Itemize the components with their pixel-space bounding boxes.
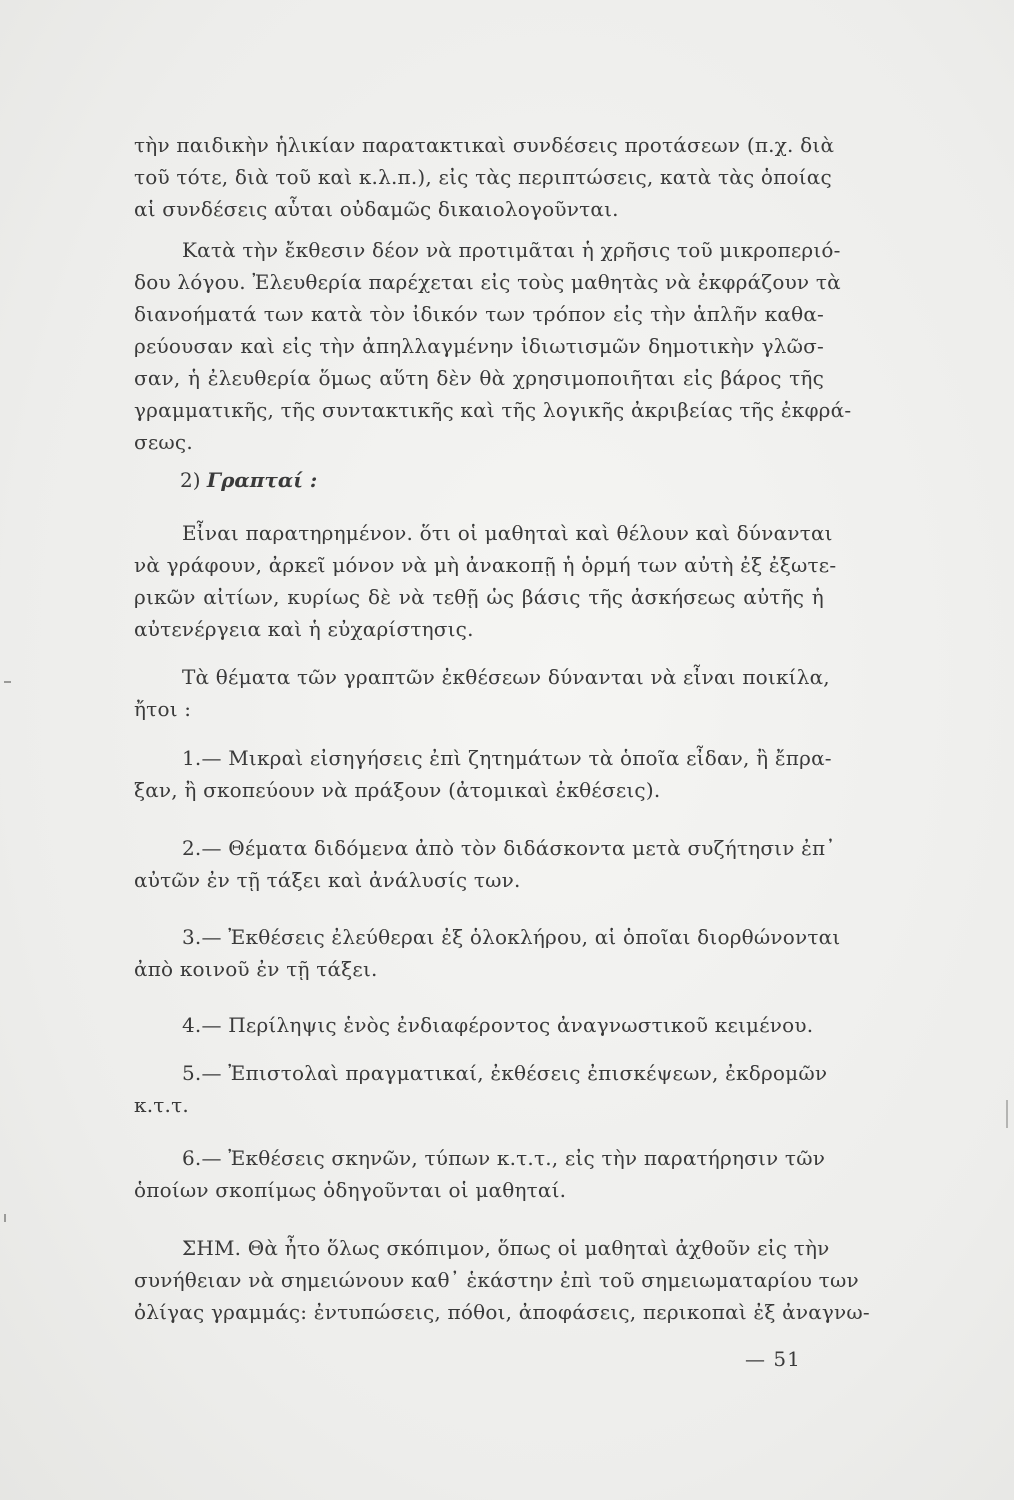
margin-mark (4, 1214, 6, 1222)
page-number: — 51 (745, 1347, 801, 1371)
text-line: ὁποίων σκοπίμως ὁδηγοῦνται οἱ μαθηταί. (134, 1178, 567, 1202)
margin-mark (4, 681, 11, 683)
paragraph-topics-intro (134, 661, 830, 725)
list-item (134, 921, 841, 985)
paragraph-written-intro (134, 517, 837, 645)
text-line: 2.— Θέματα διδόμενα ἀπὸ τὸν διδάσκοντα μετὰ συζήτησιν ἐπ᾽ (182, 836, 836, 860)
section-title: Γραπταί : (206, 468, 318, 492)
list-item (134, 742, 832, 806)
list-item (134, 1009, 824, 1041)
text-line: αὐτενέργεια καὶ ἡ εὐχαρίστησις. (134, 617, 474, 641)
text-line: 3.— Ἐκθέσεις ἐλεύθεραι ἐξ ὁλοκλήρου, αἱ ὁποῖαι διορθώνονται (182, 925, 841, 949)
text-line: τοῦ τότε, διὰ τοῦ καὶ κ.λ.π.), εἰς τὰς περιπτώσεις, κατὰ τὰς ὁποίας (134, 165, 832, 189)
text-line: ἤτοι : (134, 697, 192, 721)
text-line: ρεύουσαν καὶ εἰς τὴν ἀπηλλαγμένην ἰδιωτισμῶν δημοτικὴν γλῶσ- (134, 334, 824, 358)
text-line: 5.— Ἐπιστολαὶ πραγματικαί, ἐκθέσεις ἐπισκέψεων, ἐκδρομῶν (182, 1061, 828, 1085)
text-line: ΣΗΜ. Θὰ ἦτο ὅλως σκόπιμον, ὅπως οἱ μαθηταὶ ἀχθοῦν εἰς τὴν (182, 1236, 830, 1260)
text-line: ξαν, ἢ σκοπεύουν νὰ πράξουν (ἀτομικαὶ ἐκθέσεις). (134, 778, 661, 802)
text-line: κ.τ.τ. (134, 1093, 189, 1117)
text-line: νὰ γράφουν, ἀρκεῖ μόνον νὰ μὴ ἀνακοπῇ ἡ ὁρμή των αὐτὴ ἐξ ἐξωτε- (134, 553, 837, 577)
text-line: ὀλίγας γραμμάς: ἐντυπώσεις, πόθοι, ἀποφάσεις, περικοπαὶ ἐξ ἀναγνω- (134, 1300, 870, 1324)
text-line: Εἶναι παρατηρημένον. ὅτι οἱ μαθηταὶ καὶ θέλουν καὶ δύνανται (182, 521, 833, 545)
paragraph-style-guidance (134, 234, 852, 458)
text-line: σεως. (134, 430, 193, 454)
section-number: 2) (180, 468, 201, 492)
text-line: γραμματικῆς, τῆς συντακτικῆς καὶ τῆς λογικῆς ἀκριβείας τῆς ἐκφρά- (134, 398, 852, 422)
text-line: δου λόγου. Ἐλευθερία παρέχεται εἰς τοὺς μαθητὰς νὰ ἐκφράζουν τὰ (134, 270, 841, 294)
text-line: αἱ συνδέσεις αὗται οὐδαμῶς δικαιολογοῦνται. (134, 197, 619, 221)
text-line: συνήθειαν νὰ σημειώνουν καθ᾽ ἑκάστην ἐπὶ τοῦ σημειωματαρίου των (134, 1268, 859, 1292)
text-line: τὴν παιδικὴν ἡλικίαν παρατακτικαὶ συνδέσεις προτάσεων (π.χ. διὰ (134, 133, 835, 157)
text-line: διανοήματά των κατὰ τὸν ἰδικόν των τρόπον εἰς τὴν ἁπλῆν καθα- (134, 302, 824, 326)
text-line: 4.— Περίληψις ἑνὸς ἐνδιαφέροντος ἀναγνωστικοῦ κειμένου. (182, 1013, 814, 1037)
list-item (134, 1142, 824, 1206)
text-line: Κατὰ τὴν ἔκθεσιν δέον νὰ προτιμᾶται ἡ χρῆσις τοῦ μικροπεριό- (182, 238, 841, 262)
list-item (134, 1057, 828, 1121)
text-line: 1.— Μικραὶ εἰσηγήσεις ἐπὶ ζητημάτων τὰ ὁποῖα εἶδαν, ἢ ἔπρα- (182, 746, 832, 770)
text-line: Τὰ θέματα τῶν γραπτῶν ἐκθέσεων δύνανται νὰ εἶναι ποικίλα, (182, 665, 830, 689)
text-line: ἀπὸ κοινοῦ ἐν τῇ τάξει. (134, 957, 378, 981)
text-line: ρικῶν αἰτίων, κυρίως δὲ νὰ τεθῇ ὡς βάσις τῆς ἀσκήσεως αὐτῆς ἡ (134, 585, 824, 609)
list-item (134, 832, 836, 896)
paragraph-continuation (134, 129, 835, 225)
section-heading (180, 464, 317, 496)
text-line: σαν, ἡ ἐλευθερία ὅμως αὕτη δὲν θὰ χρησιμοποιῆται εἰς βάρος τῆς (134, 366, 824, 390)
edge-mark (1006, 1100, 1008, 1128)
note-paragraph (134, 1232, 870, 1328)
text-line: αὐτῶν ἐν τῇ τάξει καὶ ἀνάλυσίς των. (134, 868, 521, 892)
text-line: 6.— Ἐκθέσεις σκηνῶν, τύπων κ.τ.τ., εἰς τὴν παρατήρησιν τῶν (182, 1146, 826, 1170)
